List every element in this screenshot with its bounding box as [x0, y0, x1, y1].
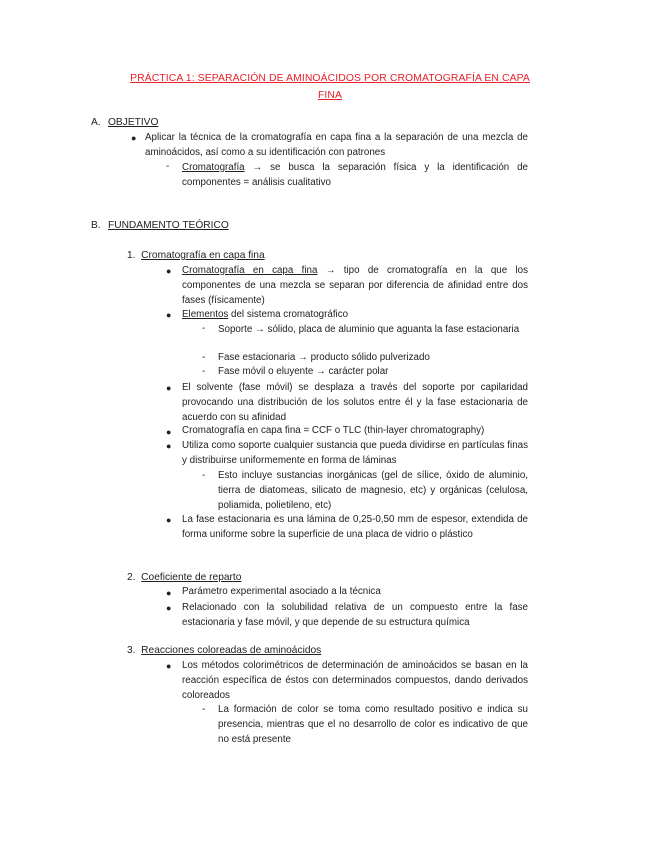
- document-title: [75, 70, 585, 104]
- bullet-icon: ●: [166, 603, 172, 613]
- bullet-icon: ●: [166, 515, 172, 525]
- s2-bullet-2: Relacionado con la solubilidad relativa de un compuesto entre la fase estacionaria y fase móvil, y que depende de su estructura química: [182, 602, 528, 628]
- dash-icon: -: [202, 366, 206, 377]
- s1-b5-sub: Esto incluye sustancias inorgánicas (gel de sílice, óxido de aluminio, tierra de diatomeas, silicato de magnesio, etc) y orgánicas (celulosa, poliamida, polietileno, etc): [218, 470, 528, 511]
- s1-bullet-5: Utiliza como soporte cualquier sustancia que pueda dividirse en partículas finas y distribuirse uniformemente en forma de láminas: [182, 440, 528, 466]
- section-a-title: OBJETIVO: [108, 117, 159, 128]
- s1-b1-term: Cromatografía en capa fina: [182, 265, 318, 276]
- subsection-2-number: 2.: [127, 572, 136, 583]
- bullet-icon: ●: [131, 133, 137, 143]
- s3-bullet-1: Los métodos colorimétricos de determinación de aminoácidos se basan en la reacción específica de éstos con determinados compuestos, dando derivados coloreados: [182, 660, 528, 701]
- s1-bullet-2: [182, 307, 528, 322]
- s1-b2-text: del sistema cromatográfico: [228, 309, 349, 320]
- s1-bullet-6: La fase estacionaria es una lámina de 0,25-0,50 mm de espesor, extendida de forma uniforme sobre la superficie de una placa de vidrio o plástico: [182, 514, 528, 540]
- section-a-label: A.: [91, 117, 101, 128]
- subsection-3-title: Reacciones coloreadas de aminoácidos: [141, 645, 322, 656]
- subsection-3-number: 3.: [127, 645, 136, 656]
- dash-icon: -: [202, 704, 206, 715]
- dash-icon: -: [202, 470, 206, 481]
- objetivo-bullet: Aplicar la técnica de la cromatografía en capa fina a la separación de una mezcla de aminoácidos, así como a su identificación con patrones: [145, 132, 528, 158]
- title-line-2: FINA: [317, 90, 343, 101]
- s3-b1-sub: La formación de color se toma como resultado positivo e indica su presencia, mientras que el no desarrollo de color es indicativo de que no está presente: [218, 704, 528, 745]
- term-cromatografia: Cromatografía: [182, 162, 245, 173]
- section-a-heading: [91, 116, 158, 130]
- s1-b2-sub-3: Fase móvil o eluyente → carácter polar: [218, 366, 389, 377]
- s1-b2-term: Elementos: [182, 309, 229, 320]
- bullet-icon: ●: [166, 588, 172, 598]
- bullet-icon: ●: [166, 310, 172, 320]
- s1-b2-sub-2: Fase estacionaria → producto sólido pulverizado: [218, 352, 430, 363]
- s2-bullet-1: Parámetro experimental asociado a la técnica: [182, 586, 381, 597]
- title-line-1: PRÁCTICA 1: SEPARACIÓN DE AMINOÁCIDOS POR CROMATOGRAFÍA EN CAPA: [130, 73, 530, 84]
- section-b-heading: [91, 219, 229, 233]
- subsection-3-heading: [127, 644, 321, 658]
- s1-bullet-3: El solvente (fase móvil) se desplaza a través del soporte por capilaridad provocando una distribución de los solutos entre él y la fase estacionaria de acuerdo con su afinidad: [182, 382, 528, 423]
- s1-bullet-1: [182, 263, 528, 308]
- dash-icon: -: [166, 161, 170, 172]
- objetivo-sub-bullet: [182, 160, 528, 190]
- subsection-2-title: Coeficiente de reparto: [141, 572, 242, 583]
- s1-b2-sub-1: Soporte → sólido, placa de aluminio que aguanta la fase estacionaria: [218, 324, 520, 335]
- bullet-icon: ●: [166, 266, 172, 276]
- bullet-icon: ●: [166, 441, 172, 451]
- bullet-icon: ●: [166, 383, 172, 393]
- subsection-1-number: 1.: [127, 250, 136, 261]
- dash-icon: -: [202, 352, 206, 363]
- objetivo-sub-text: → se busca la separación física y la identificación de componentes = análisis cualitativo: [182, 162, 528, 188]
- bullet-icon: ●: [166, 427, 172, 437]
- section-b-label: B.: [91, 220, 101, 231]
- subsection-1-heading: [127, 249, 265, 263]
- dash-icon: -: [202, 323, 206, 334]
- s1-bullet-4: Cromatografía en capa fina = CCF o TLC (thin-layer chromatography): [182, 425, 485, 436]
- section-b-title: FUNDAMENTO TEÓRICO: [108, 220, 229, 231]
- subsection-2-heading: [127, 571, 241, 585]
- bullet-icon: ●: [166, 661, 172, 671]
- s1-b1-text: → tipo de cromatografía en la que los componentes de una mezcla se separan por diferencia de afinidad entre dos fases (físicamente): [182, 265, 528, 306]
- subsection-1-title: Cromatografía en capa fina: [141, 250, 265, 261]
